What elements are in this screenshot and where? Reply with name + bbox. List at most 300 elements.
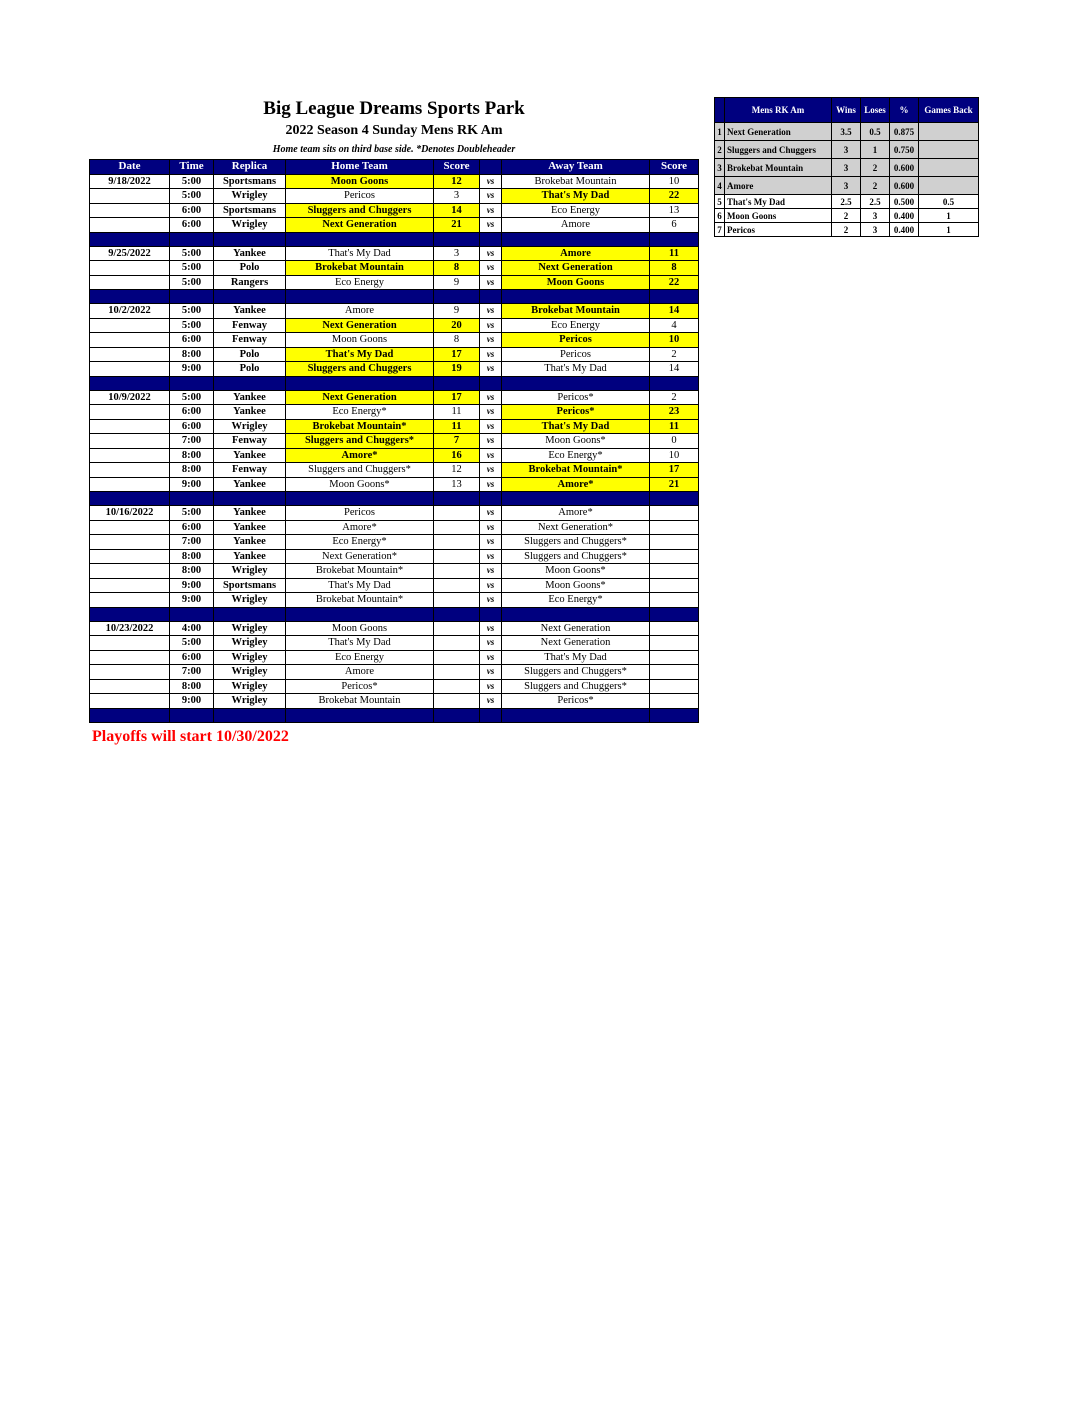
game-field: Wrigley: [214, 679, 286, 694]
game-time: 7:00: [170, 434, 214, 449]
vs-label: vs: [480, 275, 502, 290]
away-team: Next Generation: [502, 621, 650, 636]
away-score: [650, 549, 699, 564]
table-row: [90, 189, 699, 204]
standings-team: Pericos: [725, 223, 832, 237]
week-separator: [90, 376, 699, 390]
away-team: Eco Energy*: [502, 448, 650, 463]
game-time: 8:00: [170, 347, 214, 362]
game-date: 10/23/2022: [90, 621, 170, 636]
separator-cell: [502, 492, 650, 506]
home-score: [434, 506, 480, 521]
standings-team: Brokebat Mountain: [725, 159, 832, 177]
away-score: [650, 650, 699, 665]
game-field: Fenway: [214, 434, 286, 449]
game-field: Rangers: [214, 275, 286, 290]
vs-label: vs: [480, 448, 502, 463]
away-score: [650, 520, 699, 535]
away-team: Brokebat Mountain: [502, 304, 650, 319]
home-score: 11: [434, 405, 480, 420]
standings-wins: 2: [832, 209, 861, 223]
game-time: 5:00: [170, 318, 214, 333]
away-score: [650, 621, 699, 636]
vs-label: vs: [480, 390, 502, 405]
table-row: [90, 679, 699, 694]
game-time: 7:00: [170, 665, 214, 680]
away-team: Moon Goons*: [502, 578, 650, 593]
game-time: 7:00: [170, 535, 214, 550]
home-team: Brokebat Mountain*: [286, 419, 434, 434]
table-row: [90, 448, 699, 463]
game-field: Sportsmans: [214, 203, 286, 218]
home-team: Brokebat Mountain: [286, 261, 434, 276]
week-separator: [90, 232, 699, 246]
home-score: 11: [434, 419, 480, 434]
home-team: Sluggers and Chuggers: [286, 203, 434, 218]
game-date: [90, 578, 170, 593]
game-date: 10/16/2022: [90, 506, 170, 521]
away-score: 14: [650, 362, 699, 377]
table-row: [90, 174, 699, 189]
away-score: [650, 506, 699, 521]
away-score: 10: [650, 333, 699, 348]
game-time: 9:00: [170, 593, 214, 608]
standings-header-games-back: Games Back: [919, 98, 979, 123]
game-time: 5:00: [170, 174, 214, 189]
away-team: Pericos*: [502, 694, 650, 709]
game-field: Polo: [214, 347, 286, 362]
standings-rank: 1: [715, 123, 725, 141]
separator-cell: [170, 232, 214, 246]
standings-loses: 3: [861, 209, 890, 223]
game-time: 8:00: [170, 448, 214, 463]
header-replica: Replica: [214, 160, 286, 175]
game-time: 8:00: [170, 564, 214, 579]
standings-loses: 2: [861, 159, 890, 177]
game-time: 5:00: [170, 261, 214, 276]
home-team: Next Generation: [286, 318, 434, 333]
standings-row: [715, 159, 979, 177]
separator-cell: [170, 376, 214, 390]
away-team: Moon Goons*: [502, 564, 650, 579]
vs-label: vs: [480, 218, 502, 233]
home-score: [434, 535, 480, 550]
away-score: 11: [650, 419, 699, 434]
game-field: Wrigley: [214, 189, 286, 204]
game-date: 9/18/2022: [90, 174, 170, 189]
page-subtitle: 2022 Season 4 Sunday Mens RK Am: [285, 123, 503, 138]
home-team: Pericos: [286, 506, 434, 521]
playoffs-notice: Playoffs will start 10/30/2022: [92, 728, 289, 745]
vs-label: vs: [480, 362, 502, 377]
standings-pct: 0.400: [890, 223, 919, 237]
home-score: 12: [434, 463, 480, 478]
home-team: Sluggers and Chuggers: [286, 362, 434, 377]
separator-cell: [480, 376, 502, 390]
game-date: [90, 275, 170, 290]
away-team: Sluggers and Chuggers*: [502, 549, 650, 564]
vs-label: vs: [480, 535, 502, 550]
home-score: 20: [434, 318, 480, 333]
game-field: Yankee: [214, 448, 286, 463]
table-row: [90, 506, 699, 521]
away-score: 11: [650, 246, 699, 261]
vs-label: vs: [480, 246, 502, 261]
game-time: 5:00: [170, 506, 214, 521]
home-score: 17: [434, 390, 480, 405]
standings-loses: 0.5: [861, 123, 890, 141]
home-score: 3: [434, 189, 480, 204]
game-field: Wrigley: [214, 419, 286, 434]
home-team: That's My Dad: [286, 246, 434, 261]
page-title: Big League Dreams Sports Park: [263, 98, 525, 119]
separator-cell: [214, 607, 286, 621]
standings-row: [715, 223, 979, 237]
home-score: [434, 520, 480, 535]
week-separator: [90, 607, 699, 621]
away-score: [650, 636, 699, 651]
home-team: That's My Dad: [286, 636, 434, 651]
standings-games-back: 1: [919, 209, 979, 223]
standings-loses: 2: [861, 177, 890, 195]
header-away-team: Away Team: [502, 160, 650, 175]
separator-cell: [480, 607, 502, 621]
vs-label: vs: [480, 593, 502, 608]
separator-cell: [502, 708, 650, 722]
table-row: [90, 650, 699, 665]
away-team: Pericos: [502, 347, 650, 362]
away-score: 2: [650, 390, 699, 405]
separator-cell: [286, 290, 434, 304]
away-score: [650, 593, 699, 608]
home-score: [434, 694, 480, 709]
vs-label: vs: [480, 665, 502, 680]
standings-wins: 3: [832, 159, 861, 177]
vs-label: vs: [480, 261, 502, 276]
game-field: Yankee: [214, 405, 286, 420]
table-row: [90, 593, 699, 608]
schedule-table: [89, 159, 699, 723]
game-time: 6:00: [170, 203, 214, 218]
game-date: [90, 650, 170, 665]
standings-team: Amore: [725, 177, 832, 195]
separator-cell: [286, 232, 434, 246]
game-date: [90, 679, 170, 694]
game-field: Yankee: [214, 390, 286, 405]
game-field: Yankee: [214, 304, 286, 319]
home-score: [434, 636, 480, 651]
standings-wins: 3.5: [832, 123, 861, 141]
game-field: Yankee: [214, 549, 286, 564]
game-date: [90, 419, 170, 434]
away-score: 6: [650, 218, 699, 233]
table-row: [90, 549, 699, 564]
vs-label: vs: [480, 694, 502, 709]
game-time: 5:00: [170, 189, 214, 204]
vs-label: vs: [480, 564, 502, 579]
game-date: [90, 535, 170, 550]
game-time: 5:00: [170, 304, 214, 319]
standings-games-back: 1: [919, 223, 979, 237]
home-score: [434, 665, 480, 680]
standings-row: [715, 209, 979, 223]
game-date: [90, 665, 170, 680]
separator-cell: [214, 290, 286, 304]
vs-label: vs: [480, 650, 502, 665]
game-field: Wrigley: [214, 564, 286, 579]
game-field: Wrigley: [214, 593, 286, 608]
game-date: [90, 189, 170, 204]
standings-rank: 5: [715, 195, 725, 209]
standings-games-back: [919, 123, 979, 141]
table-row: [90, 578, 699, 593]
vs-label: vs: [480, 636, 502, 651]
away-score: [650, 694, 699, 709]
away-score: [650, 578, 699, 593]
game-field: Polo: [214, 362, 286, 377]
game-date: 9/25/2022: [90, 246, 170, 261]
separator-cell: [480, 492, 502, 506]
game-field: Wrigley: [214, 650, 286, 665]
game-date: [90, 347, 170, 362]
game-date: [90, 636, 170, 651]
game-field: Wrigley: [214, 636, 286, 651]
table-row: [90, 203, 699, 218]
standings-row: [715, 177, 979, 195]
vs-label: vs: [480, 189, 502, 204]
game-field: Fenway: [214, 463, 286, 478]
week-separator: [90, 290, 699, 304]
away-score: 21: [650, 477, 699, 492]
game-field: Fenway: [214, 333, 286, 348]
separator-cell: [170, 708, 214, 722]
vs-label: vs: [480, 520, 502, 535]
separator-cell: [434, 607, 480, 621]
standings-header-division: Mens RK Am: [725, 98, 832, 123]
home-team: Amore: [286, 304, 434, 319]
game-date: [90, 564, 170, 579]
separator-cell: [480, 232, 502, 246]
vs-label: vs: [480, 347, 502, 362]
game-date: [90, 520, 170, 535]
home-team: Sluggers and Chuggers*: [286, 463, 434, 478]
home-score: [434, 650, 480, 665]
separator-cell: [650, 376, 699, 390]
header-time: Time: [170, 160, 214, 175]
separator-cell: [502, 376, 650, 390]
game-date: [90, 362, 170, 377]
home-team: Sluggers and Chuggers*: [286, 434, 434, 449]
game-date: [90, 549, 170, 564]
separator-cell: [90, 376, 170, 390]
table-row: [90, 434, 699, 449]
home-team: Next Generation: [286, 390, 434, 405]
game-date: [90, 203, 170, 218]
standings-row: [715, 141, 979, 159]
table-row: [90, 694, 699, 709]
week-separator: [90, 492, 699, 506]
home-score: 13: [434, 477, 480, 492]
game-date: [90, 261, 170, 276]
table-row: [90, 405, 699, 420]
header-date: Date: [90, 160, 170, 175]
separator-cell: [434, 290, 480, 304]
away-team: Moon Goons: [502, 275, 650, 290]
game-date: 10/2/2022: [90, 304, 170, 319]
standings-games-back: [919, 177, 979, 195]
home-score: [434, 593, 480, 608]
header-home-score: Score: [434, 160, 480, 175]
game-time: 5:00: [170, 246, 214, 261]
table-row: [90, 463, 699, 478]
home-team: Pericos: [286, 189, 434, 204]
table-row: [90, 304, 699, 319]
away-score: [650, 665, 699, 680]
standings-team: That's My Dad: [725, 195, 832, 209]
standings-team: Moon Goons: [725, 209, 832, 223]
away-team: Eco Energy: [502, 203, 650, 218]
standings-header-rank: [715, 98, 725, 123]
vs-label: vs: [480, 463, 502, 478]
game-field: Yankee: [214, 246, 286, 261]
game-time: 9:00: [170, 477, 214, 492]
separator-cell: [650, 232, 699, 246]
game-time: 8:00: [170, 679, 214, 694]
separator-cell: [90, 492, 170, 506]
game-field: Wrigley: [214, 218, 286, 233]
separator-cell: [650, 607, 699, 621]
away-team: Pericos: [502, 333, 650, 348]
separator-cell: [214, 376, 286, 390]
game-field: Sportsmans: [214, 578, 286, 593]
away-team: Pericos*: [502, 390, 650, 405]
standings-games-back: 0.5: [919, 195, 979, 209]
home-team: Next Generation: [286, 218, 434, 233]
home-team: Eco Energy: [286, 650, 434, 665]
header-away-score: Score: [650, 160, 699, 175]
standings-games-back: [919, 141, 979, 159]
standings-pct: 0.875: [890, 123, 919, 141]
game-time: 6:00: [170, 333, 214, 348]
separator-cell: [214, 708, 286, 722]
home-score: 9: [434, 304, 480, 319]
vs-label: vs: [480, 549, 502, 564]
game-date: [90, 593, 170, 608]
standings-header-loses: Loses: [861, 98, 890, 123]
home-score: [434, 564, 480, 579]
game-date: [90, 333, 170, 348]
game-time: 6:00: [170, 405, 214, 420]
table-row: [90, 520, 699, 535]
standings-rank: 2: [715, 141, 725, 159]
standings-team: Sluggers and Chuggers: [725, 141, 832, 159]
home-score: 16: [434, 448, 480, 463]
vs-label: vs: [480, 304, 502, 319]
home-score: 17: [434, 347, 480, 362]
away-team: That's My Dad: [502, 650, 650, 665]
standings-pct: 0.500: [890, 195, 919, 209]
table-row: [90, 261, 699, 276]
vs-label: vs: [480, 578, 502, 593]
home-score: [434, 549, 480, 564]
standings-loses: 1: [861, 141, 890, 159]
standings-team: Next Generation: [725, 123, 832, 141]
table-row: [90, 477, 699, 492]
vs-label: vs: [480, 679, 502, 694]
home-score: 8: [434, 261, 480, 276]
table-row: [90, 390, 699, 405]
standings-wins: 2.5: [832, 195, 861, 209]
vs-label: vs: [480, 477, 502, 492]
home-score: [434, 621, 480, 636]
table-row: [90, 218, 699, 233]
away-score: 13: [650, 203, 699, 218]
standings-pct: 0.600: [890, 159, 919, 177]
separator-cell: [434, 376, 480, 390]
game-time: 9:00: [170, 694, 214, 709]
separator-cell: [214, 232, 286, 246]
home-score: 12: [434, 174, 480, 189]
vs-label: vs: [480, 405, 502, 420]
home-score: [434, 679, 480, 694]
away-score: 22: [650, 275, 699, 290]
away-score: 22: [650, 189, 699, 204]
home-team: Amore*: [286, 520, 434, 535]
home-team: Next Generation*: [286, 549, 434, 564]
standings-header-pct: %: [890, 98, 919, 123]
separator-cell: [170, 290, 214, 304]
separator-cell: [434, 492, 480, 506]
game-time: 5:00: [170, 636, 214, 651]
away-score: 10: [650, 174, 699, 189]
standings-wins: 2: [832, 223, 861, 237]
home-team: Pericos*: [286, 679, 434, 694]
away-team: That's My Dad: [502, 419, 650, 434]
away-score: 23: [650, 405, 699, 420]
standings-rank: 4: [715, 177, 725, 195]
separator-cell: [90, 290, 170, 304]
table-row: [90, 419, 699, 434]
table-row: [90, 275, 699, 290]
vs-label: vs: [480, 203, 502, 218]
vs-label: vs: [480, 419, 502, 434]
standings-pct: 0.750: [890, 141, 919, 159]
standings-row: [715, 195, 979, 209]
game-time: 8:00: [170, 549, 214, 564]
away-team: Next Generation: [502, 261, 650, 276]
away-score: 2: [650, 347, 699, 362]
home-team: Eco Energy: [286, 275, 434, 290]
away-score: 14: [650, 304, 699, 319]
home-team: Brokebat Mountain: [286, 694, 434, 709]
separator-cell: [90, 232, 170, 246]
away-team: Sluggers and Chuggers*: [502, 679, 650, 694]
separator-cell: [434, 708, 480, 722]
game-field: Fenway: [214, 318, 286, 333]
standings-wins: 3: [832, 177, 861, 195]
separator-cell: [502, 232, 650, 246]
away-score: 0: [650, 434, 699, 449]
away-team: That's My Dad: [502, 362, 650, 377]
away-score: 10: [650, 448, 699, 463]
standings-header-row: [715, 98, 979, 123]
separator-cell: [170, 607, 214, 621]
table-row: [90, 362, 699, 377]
home-team: That's My Dad: [286, 347, 434, 362]
game-time: 4:00: [170, 621, 214, 636]
home-team: Brokebat Mountain*: [286, 593, 434, 608]
game-date: [90, 434, 170, 449]
